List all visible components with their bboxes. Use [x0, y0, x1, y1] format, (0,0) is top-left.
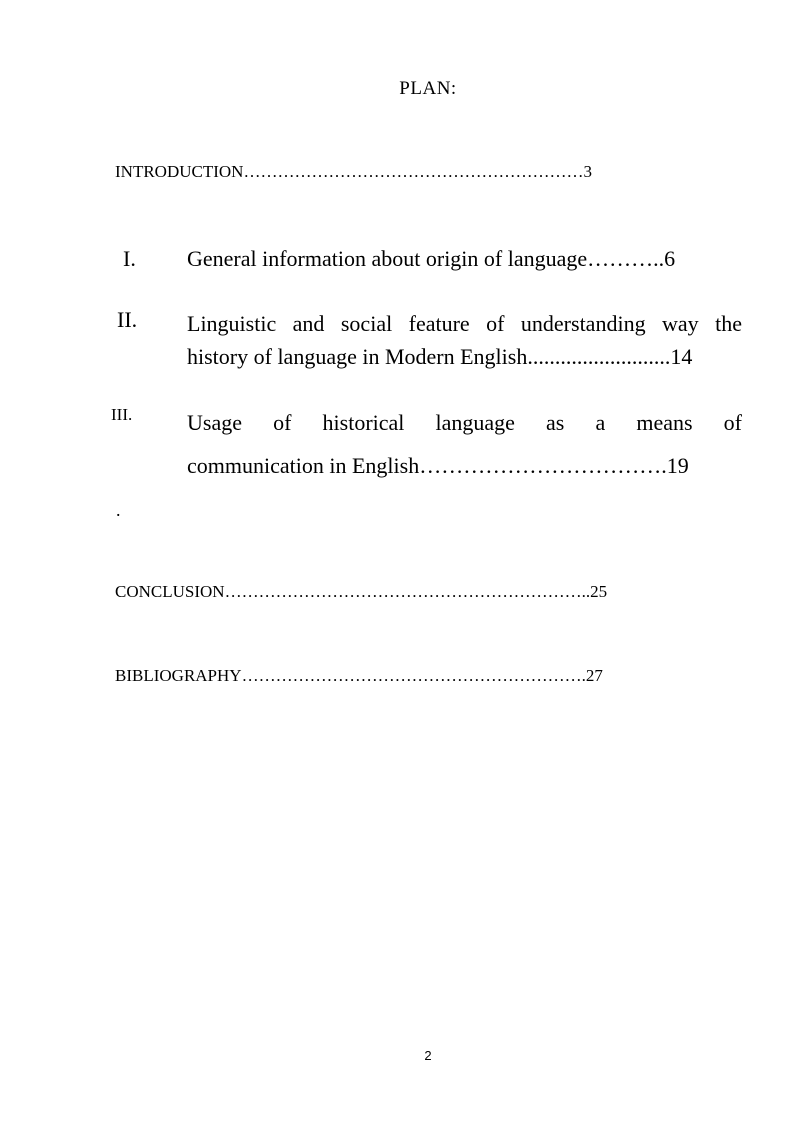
- toc-entry-text-line-2: [187, 444, 742, 487]
- toc-leader-dots: …………………………………………………….: [241, 666, 586, 685]
- toc-entry-text: history of language in Modern English: [187, 344, 528, 369]
- section-numeral-2: II.: [117, 307, 138, 332]
- toc-entry-text-line-2: [187, 340, 742, 373]
- toc-entry-text: communication in English: [187, 453, 420, 478]
- toc-entry-bibliography: [115, 666, 745, 686]
- toc-entry-section-3: [187, 401, 742, 487]
- toc-leader-dots: ……………………………………………………: [243, 162, 584, 181]
- toc-entry-conclusion: [115, 582, 745, 602]
- section-numeral-3: III.: [111, 405, 133, 424]
- toc-entry-text: General information about origin of language: [187, 246, 588, 271]
- toc-page-number: 6: [664, 246, 676, 271]
- toc-page-number: 14: [670, 344, 693, 369]
- page-title: PLAN:: [399, 78, 457, 99]
- toc-leader-dots: ………………………………………………………..: [224, 582, 591, 601]
- toc-page-number: 25: [590, 582, 608, 601]
- toc-leader-dots: …………………………….: [419, 453, 667, 478]
- toc-leader-dots: ………..: [587, 246, 665, 271]
- toc-page-number: 19: [666, 453, 689, 478]
- toc-entry-section-1: [187, 246, 747, 272]
- toc-entry-section-2: [187, 307, 742, 373]
- toc-entry-label: BIBLIOGRAPHY: [115, 666, 242, 685]
- stray-period: .: [116, 500, 121, 520]
- page-number: 2: [424, 1048, 432, 1063]
- section-numeral-1: I.: [123, 246, 136, 271]
- toc-leader-dots: ..........................: [527, 344, 671, 369]
- toc-page-number: 27: [585, 666, 603, 685]
- toc-entry-text-line-1: Usage of historical language as a means of: [187, 410, 742, 435]
- toc-entry-text-line-1: Linguistic and social feature of understanding way the: [187, 311, 742, 336]
- toc-page-number: 3: [583, 162, 592, 181]
- toc-entry-label: CONCLUSION: [115, 582, 225, 601]
- toc-entry-label: INTRODUCTION: [115, 162, 244, 181]
- toc-entry-introduction: [115, 162, 725, 182]
